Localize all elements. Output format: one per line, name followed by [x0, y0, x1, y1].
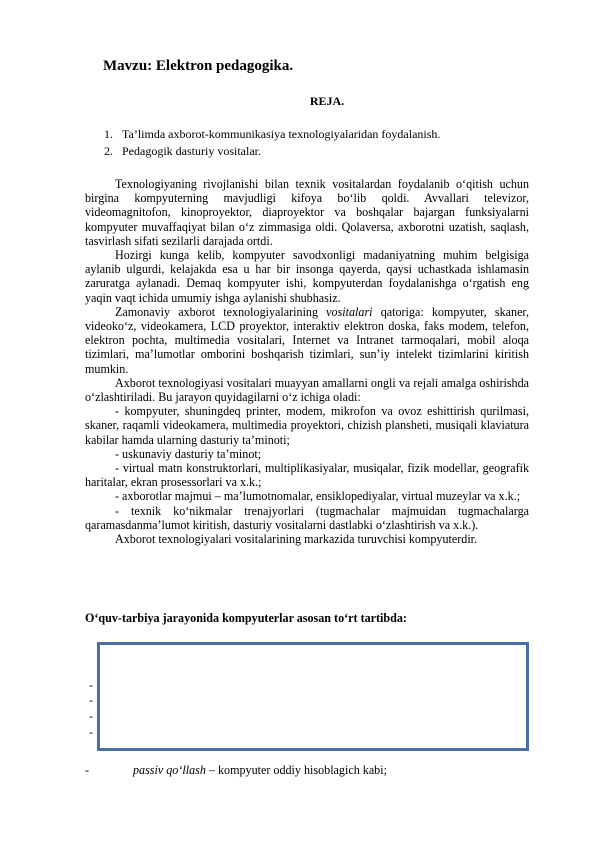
list-dash: -: [89, 709, 93, 723]
list-item: - virtual matn konstruktorlari, multiplikasiyalar, musiqalar, fizik modellar, geografik haritalar, ekran prosessorlari va x.k.;: [85, 461, 529, 490]
list-item: - axborotlar majmui – ma’lumotnomalar, ensiklopediyalar, virtual muzeylar va x.k.;: [115, 489, 521, 504]
diagram-frame: [97, 642, 529, 751]
paragraph-text: Zamonaviy axborot texnologiyalarining: [115, 304, 327, 319]
emphasis-text: vositalari: [326, 304, 373, 319]
list-item: - kompyuter, shuningdeq printer, modem, mikrofon va ovoz eshittirish qurilmasi, skaner, raqamli videokamera, multimedia proyektori, chizish plansheti, musiqali klaviatura kabilar hamda ularning dasturiy ta’minoti;: [85, 404, 529, 447]
emphasis-text: passiv qo‘llash: [133, 763, 206, 777]
paragraph: Axborot texnologiyalari vositalarining markazida turuvchisi kompyuterdir.: [115, 532, 478, 547]
list-dash: -: [89, 693, 93, 707]
plan-item-text: Ta’limda axborot-kommunikasiya texnologiyalaridan foydalanish.: [122, 127, 441, 141]
plan-item-number: 1.: [104, 127, 113, 141]
plan-item: [104, 143, 440, 160]
list-dash: -: [89, 725, 93, 739]
body-text: [85, 177, 529, 546]
paragraph: Hozirgi kunga kelib, kompyuter savodxonligi madaniyatning muhim belgisiga aylanib ulgurdi, kelajakda esa u har bir insonga qayerda, qaysi uchastkada ishlamasin zaruratga aylanadi. Demaq kompyuter ishi, kompyuterdan foydalanishga o‘rgatish eng yaqin vaqt ichida umumiy ishga aylanishi shubhasiz.: [85, 248, 529, 305]
plan-title: REJA.: [309, 94, 345, 108]
topic-title: Mavzu: Elektron pedagogika.: [103, 58, 294, 74]
paragraph: Axborot texnologiyasi vositalari muayyan amallarni ongli va rejali amalga oshirishda o‘zlashtiriladi. Bu jarayon quyidagilarni o‘z ichiga oladi:: [85, 375, 529, 405]
plan-list: [104, 126, 440, 160]
plan-item-text: Pedagogik dasturiy vositalar.: [122, 144, 261, 158]
bottom-list-item: [85, 763, 387, 778]
list-item: - uskunaviy dasturiy ta’minot;: [115, 446, 262, 461]
section-heading: O‘quv-tarbiya jarayonida kompyuterlar asosan to‘rt tartibda:: [85, 611, 407, 625]
paragraph-text: qatoriga: kompyuter, skaner, videoko‘z, videokamera, LCD proyektor, interaktiv elektron doska, faks modem, telefon, elektron pochta, multimedia vositalari, Internet va Intranet tarmoqalari, mobil aloqa tizimlari, ma’lumotlar omborini boshqarish tizimlari, sun’iy intelekt tizimlarini kiritish mumkin.: [85, 304, 529, 376]
list-dash: -: [85, 763, 90, 777]
paragraph: [85, 305, 529, 376]
list-item: - texnik ko‘nikmalar trenajyorlari (tugmachalar majmuidan tugmachalarga qaramasdanma’lumot kiritish, dasturiy vositalarni dastlabki o‘zlashtirish va x.k.).: [85, 503, 529, 532]
plan-item: [104, 126, 440, 143]
list-dash: -: [89, 678, 93, 692]
plan-item-number: 2.: [104, 144, 113, 158]
list-item-text: – kompyuter oddiy hisoblagich kabi;: [205, 763, 387, 777]
paragraph: Texnologiyaning rivojlanishi bilan texnik vositalardan foydalanib o‘qitish uchun birgina kompyuterning mavjudligi kifoya bo‘lib qoldi. Avvallari televizor, videomagnitofon, kinoproyektor, diaproyektor va boshqalar bajargan funksiyalarni kompyuter muvaffaqiyat bilan o‘z zimmasiga oldi. Qolaversa, axborotni uzatish, saqlash, tasvirlash sifati sezilarli darajada ortdi.: [85, 177, 529, 248]
